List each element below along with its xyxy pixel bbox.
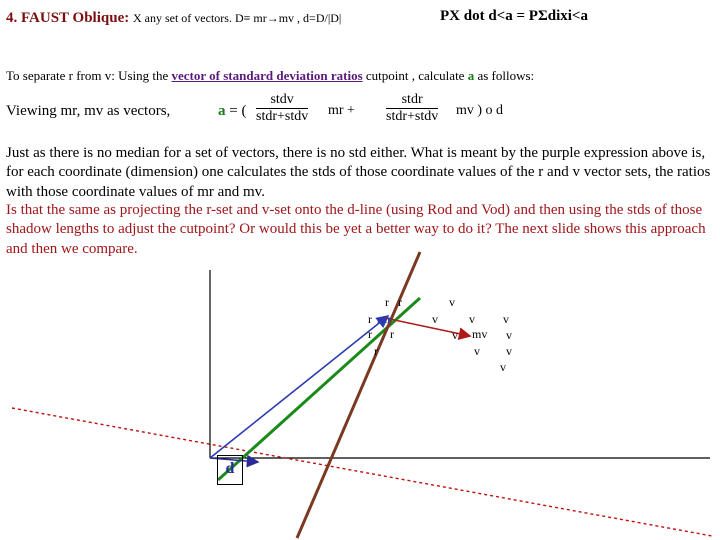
fraction-1-denominator: stdr+stdv xyxy=(256,109,309,124)
title-rest: X any set of vectors. D≡ mr→mv , d=D/|D| xyxy=(132,11,342,25)
r-point: r xyxy=(390,327,394,341)
mv-label: mv xyxy=(472,327,488,341)
title-heading: 4. FAUST Oblique: xyxy=(6,10,130,26)
equation-open: = ( xyxy=(225,103,247,119)
fraction-1-numerator: stdv xyxy=(256,92,308,109)
v-point: v xyxy=(449,295,455,309)
formula-left: PX dot d<a xyxy=(440,8,513,24)
v-point: v xyxy=(500,360,506,374)
d-label: d xyxy=(225,460,235,477)
viewing-text: Viewing mr, mv as vectors, xyxy=(6,103,171,119)
v-point: v xyxy=(506,328,512,342)
r-point: r xyxy=(368,327,372,341)
cut-line xyxy=(12,408,712,536)
v-point: v xyxy=(474,344,480,358)
mr-label: mr xyxy=(377,312,393,326)
fraction-2-denominator: stdr+stdv xyxy=(386,109,439,124)
paragraph-std-explanation: Just as there is no median for a set of vectors, there is no std either. What is meant by the purple expression above is, for each coordinate (dimension) one calculates the stds of those coordinate values of the r and v vector sets, the ratios with those coordinate values of mr and mv. xyxy=(6,145,711,200)
instruction-prefix: To separate r from v: Using the xyxy=(6,68,172,83)
mv-term: mv ) o d xyxy=(456,103,504,118)
equation-a-label: a xyxy=(218,103,226,119)
paragraph-question: Is that the same as projecting the r-set and v-set onto the d-line (using Rod and Vod) and then using the stds of those shadow lengths to adjust the cutpoint? Or would this be yet a better way to do it? The next slide shows this approach and then we compare. xyxy=(6,202,706,257)
d-label-box xyxy=(217,455,243,485)
v-point: v xyxy=(503,312,509,326)
r-point: r xyxy=(385,295,389,309)
formula-right: = PΣdixi<a xyxy=(516,8,588,24)
v-point: v xyxy=(452,328,458,342)
std-ratio-link[interactable]: vector of standard deviation ratios xyxy=(171,68,363,83)
instruction-middle: cutpoint , calculate xyxy=(362,68,468,83)
instruction-suffix: as follows: xyxy=(474,68,535,83)
v-point: v xyxy=(506,344,512,358)
a-symbol: a xyxy=(467,68,475,83)
r-point: r xyxy=(368,312,372,326)
v-point: v xyxy=(432,312,438,326)
r-point: r xyxy=(398,295,402,309)
mr-term: mr + xyxy=(328,103,355,118)
r-point: r xyxy=(374,344,378,358)
v-point: v xyxy=(469,312,475,326)
fraction-2-numerator: stdr xyxy=(386,92,438,109)
